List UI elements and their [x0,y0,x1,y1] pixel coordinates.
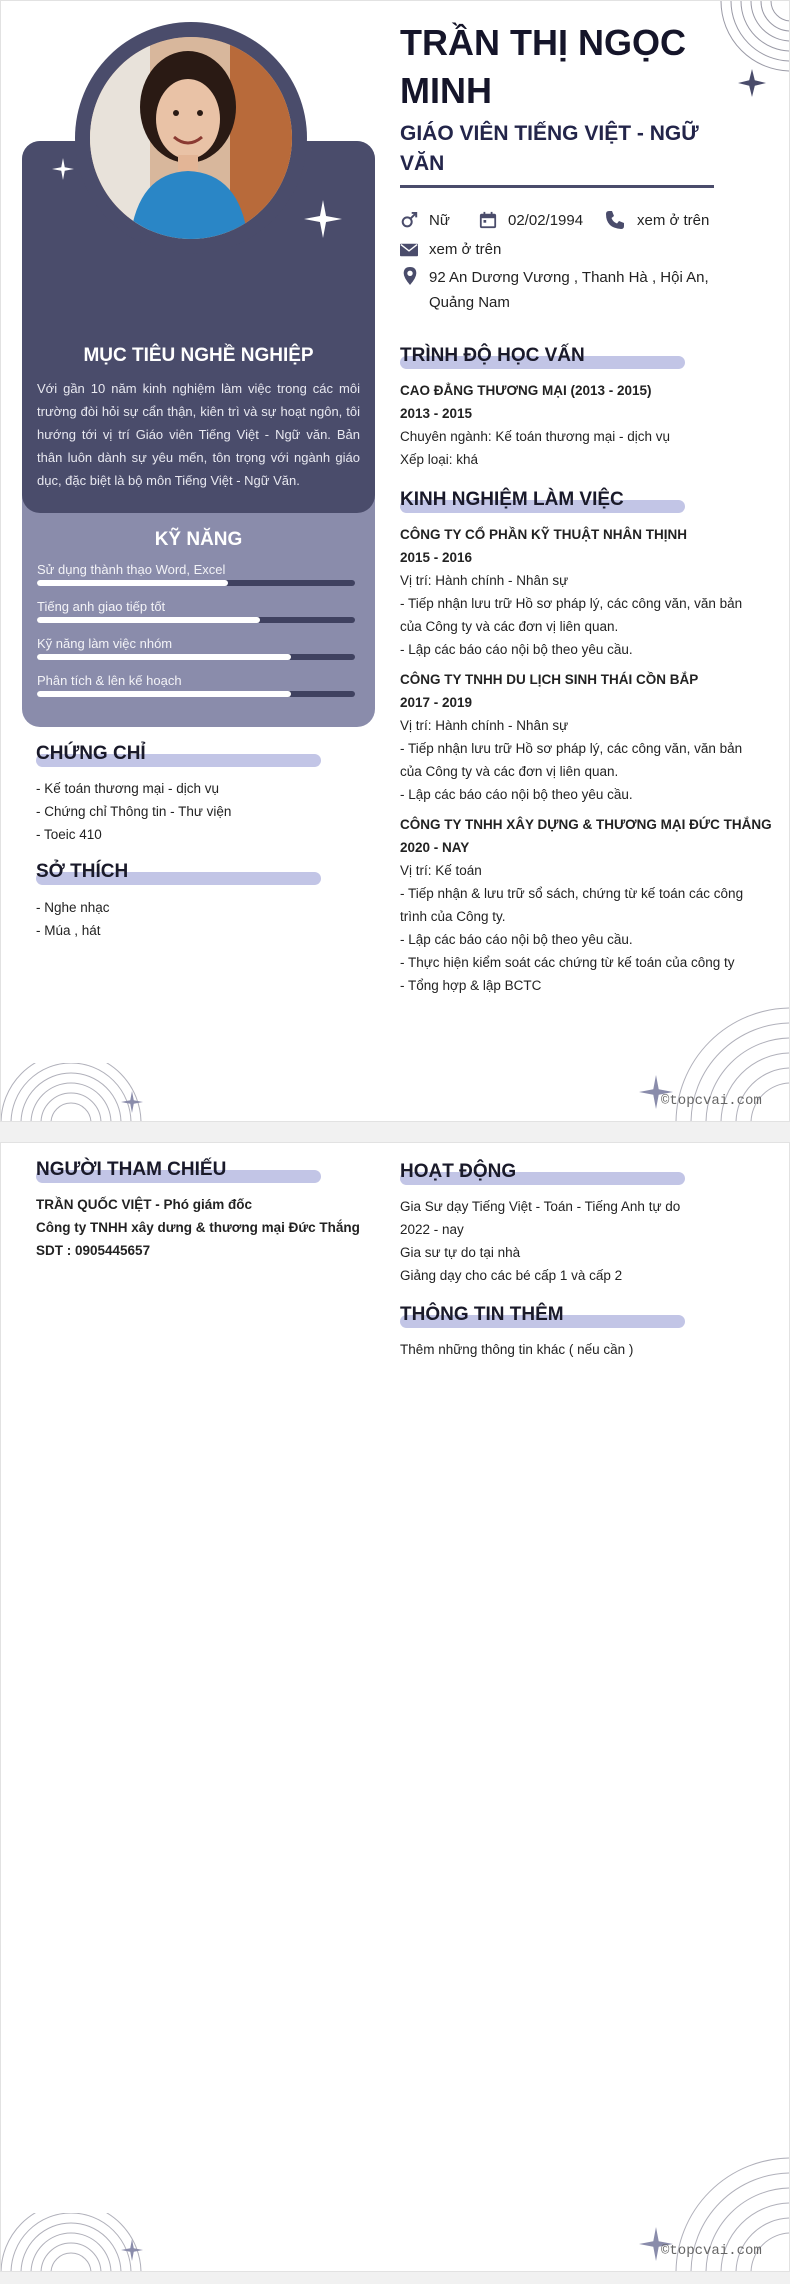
certificates-heading [36,743,146,765]
job-years: 2020 - NAY [400,840,470,855]
references-title: NGƯỜI THAM CHIẾU [36,1159,227,1180]
job-company: CÔNG TY TNHH XÂY DỰNG & THƯƠNG MẠI ĐỨC THẮNG [400,817,772,832]
extra-info-heading [400,1304,564,1326]
reference-phone: SDT : 0905445657 [36,1243,151,1258]
job-detail: - Tiếp nhận & lưu trữ sổ sách, chứng từ kế toán các công [400,886,744,901]
reference-company: Công ty TNHH xây dưng & thương mại Đức Thắng [36,1220,360,1235]
skill-bar [37,654,355,660]
cv-page-1 [0,0,790,1122]
phone-icon [605,210,625,230]
location-icon [401,267,419,285]
job-detail: của Công ty và các đơn vị liên quan. [400,619,619,634]
certificates-title: CHỨNG CHỈ [36,743,146,764]
job-detail: Vị trí: Hành chính - Nhân sự [400,573,569,588]
sparkle-icon [121,2239,143,2261]
activity-line: Gia Sư dạy Tiếng Việt - Toán - Tiếng Anh tự do [400,1199,681,1214]
gender-text: Nữ [429,212,450,229]
avatar-photo [90,37,292,239]
certificate-item: - Chứng chỉ Thông tin - Thư viện [36,804,232,819]
experience-title: KINH NGHIỆM LÀM VIỆC [400,489,624,510]
certificate-item: - Kế toán thương mại - dịch vụ [36,781,219,796]
skill-bar-fill [37,617,260,623]
email-icon [400,241,418,259]
watermark: ©topcvai.com [661,2243,762,2259]
objective-title: MỤC TIÊU NGHỀ NGHIỆP [83,345,314,366]
job-detail: Vị trí: Hành chính - Nhân sự [400,718,569,733]
avatar [90,37,292,239]
experience-heading [400,489,624,511]
job-detail: - Tiếp nhận lưu trữ Hồ sơ pháp lý, các công văn, văn bản [400,741,743,756]
watermark: ©topcvai.com [661,1093,762,1109]
job-detail: trình của Công ty. [400,909,506,924]
activity-line: Gia sư tự do tại nhà [400,1245,521,1260]
hobby-item: - Nghe nhạc [36,900,110,915]
extra-info-text: Thêm những thông tin khác ( nếu cần ) [400,1342,634,1357]
hobbies-heading [36,861,128,883]
education-school: CAO ĐẲNG THƯƠNG MẠI (2013 - 2015) [400,383,652,398]
sparkle-icon [738,69,766,97]
job-detail: - Tiếp nhận lưu trữ Hồ sơ pháp lý, các công văn, văn bản [400,596,743,611]
job-detail: - Thực hiện kiểm soát các chứng từ kế toán của công ty [400,955,735,970]
gender-icon [400,212,418,230]
certificate-item: - Toeic 410 [36,827,102,842]
skill-bar [37,617,355,623]
skill-bar-fill [37,654,291,660]
skill-label: Tiếng anh giao tiếp tốt [37,599,166,614]
skill-item [37,562,355,586]
cv-page-2 [0,1142,790,2272]
skills-title: KỸ NĂNG [154,529,243,550]
reference-name: TRẦN QUỐC VIỆT - Phó giám đốc [36,1197,253,1212]
hobby-item: - Múa , hát [36,923,101,938]
skill-bar-fill [37,580,228,586]
skill-bar-fill [37,691,291,697]
job-company: CÔNG TY TNHH DU LỊCH SINH THÁI CỒN BẮP [400,672,699,687]
job-company: CÔNG TY CỔ PHẦN KỸ THUẬT NHÂN THỊNH [400,527,688,542]
education-major: Chuyên ngành: Kế toán thương mại - dịch vụ [400,429,671,444]
email-text: xem ở trên [429,241,502,258]
hobbies-title: SỞ THÍCH [36,861,129,882]
birthday-text: 02/02/1994 [508,212,584,229]
extra-info-title: THÔNG TIN THÊM [400,1304,564,1325]
job-years: 2015 - 2016 [400,550,473,565]
activity-line: Giảng dạy cho các bé cấp 1 và cấp 2 [400,1268,623,1283]
address-text: 92 An Dương Vương , Thanh Hà , Hội An, Quảng Nam [429,269,709,311]
job-detail: của Công ty và các đơn vị liên quan. [400,764,619,779]
skill-label: Phân tích & lên kế hoạch [37,673,182,688]
job-detail: Vị trí: Kế toán [400,863,482,878]
skill-bar [37,580,355,586]
job-detail: - Lập các báo cáo nội bộ theo yêu cầu. [400,642,633,657]
title-divider [400,185,714,188]
education-title: TRÌNH ĐỘ HỌC VẤN [400,345,585,366]
activities-heading [400,1161,516,1183]
job-title: GIÁO VIÊN TIẾNG VIỆT - NGỮ VĂN [400,122,699,175]
skill-item [37,599,355,623]
references-heading [36,1159,226,1181]
activities-title: HOẠT ĐỘNG [400,1161,517,1182]
job-years: 2017 - 2019 [400,695,473,710]
skill-label: Sử dụng thành thạo Word, Excel [37,562,226,577]
activity-line: 2022 - nay [400,1222,464,1237]
skill-label: Kỹ năng làm việc nhóm [37,636,173,651]
education-grade: Xếp loại: khá [400,452,479,467]
education-heading [400,345,585,367]
job-detail: - Lập các báo cáo nội bộ theo yêu cầu. [400,932,633,947]
job-detail: - Tổng hợp & lập BCTC [400,978,542,993]
phone-text: xem ở trên [637,212,710,229]
sparkle-icon [121,1091,143,1113]
candidate-name: TRẦN THỊ NGỌC MINH [400,22,686,111]
objective-text: Với gần 10 năm kinh nghiệm làm việc trong các môi trường đòi hỏi sự cẩn thận, kiên trì và sự hoạt ngôn, tôi hướng tới vị trí Giáo viên Tiếng Việt - Ngữ văn. Bản thân luôn dành sự yêu mến, tôn trọng với ngành giáo dục, đặc biệt là bộ môn Tiếng Việt - Ngữ Văn. [37,381,360,488]
sparkle-icon [304,200,342,238]
skill-bar [37,691,355,697]
calendar-icon [479,211,497,229]
sparkle-icon [52,158,74,180]
job-detail: - Lập các báo cáo nội bộ theo yêu cầu. [400,787,633,802]
skill-item [37,636,355,660]
education-years: 2013 - 2015 [400,406,473,421]
skill-item [37,673,355,697]
